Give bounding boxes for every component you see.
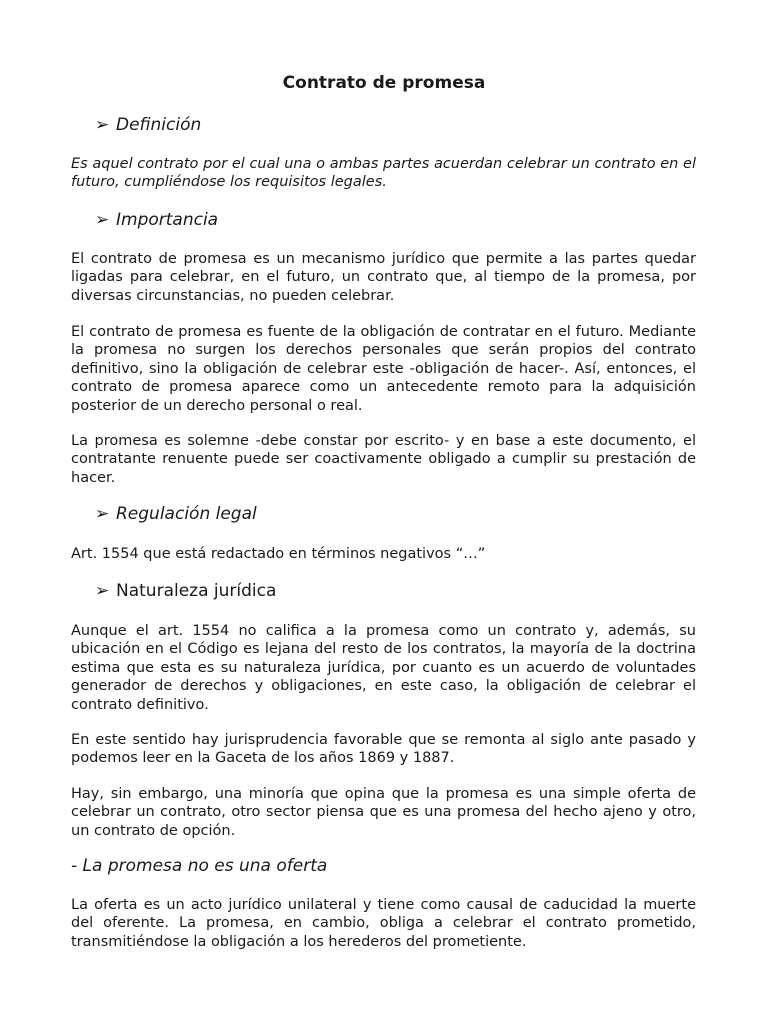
heading-naturaleza	[95, 580, 276, 602]
arrow-bullet-icon: ➢	[95, 115, 110, 135]
heading-definicion-text: Definición	[116, 115, 202, 135]
document-title: Contrato de promesa	[282, 73, 486, 93]
paragraph-naturaleza-2: En este sentido hay jurisprudencia favorable que se remonta al siglo ante pasado y podemos leer en la Gaceta de los años 1869 y 1887.	[71, 732, 696, 767]
paragraph-no-oferta: La oferta es un acto jurídico unilateral y tiene como causal de caducidad la muerte del oferente. La promesa, en cambio, obliga a celebrar el contrato prometido, transmitiéndose la obligación a los herederos del prometiente.	[71, 897, 696, 950]
arrow-bullet-icon: ➢	[95, 210, 110, 230]
arrow-bullet-icon: ➢	[95, 504, 110, 524]
paragraph-importancia-2: El contrato de promesa es fuente de la obligación de contratar en el futuro. Mediante la promesa no surgen los derechos personales que serán propios del contrato definitivo, sino la obligación de celebrar este -obligación de hacer-. Así, entonces, el contrato de promesa aparece como un antecedente remoto para la adquisición posterior de un derecho personal o real.	[71, 324, 696, 414]
heading-regulacion	[95, 503, 257, 525]
heading-no-oferta: - La promesa no es una oferta	[71, 856, 328, 876]
paragraph-naturaleza-3: Hay, sin embargo, una minoría que opina que la promesa es una simple oferta de celebrar un contrato, otro sector piensa que es una promesa del hecho ajeno y otro, un contrato de opción.	[71, 786, 696, 839]
heading-importancia-text: Importancia	[116, 210, 219, 230]
paragraph-regulacion: Art. 1554 que está redactado en términos negativos “…”	[71, 546, 486, 562]
heading-importancia	[95, 209, 218, 231]
heading-regulacion-text: Regulación legal	[116, 504, 257, 524]
heading-naturaleza-text: Naturaleza jurídica	[116, 581, 277, 601]
paragraph-importancia-3: La promesa es solemne -debe constar por escrito- y en base a este documento, el contratante renuente puede ser coactivamente obligado a cumplir su prestación de hacer.	[71, 433, 696, 486]
arrow-bullet-icon: ➢	[95, 581, 110, 601]
heading-definicion	[95, 114, 201, 136]
paragraph-naturaleza-1: Aunque el art. 1554 no califica a la promesa como un contrato y, además, su ubicación en el Código es lejana del resto de los contratos, la mayoría de la doctrina estima que esta es su naturaleza jurídica, por cuanto es un acuerdo de voluntades generador de derechos y obligaciones, en este caso, la obligación de celebrar el contrato definitivo.	[71, 623, 696, 713]
paragraph-importancia-1: El contrato de promesa es un mecanismo jurídico que permite a las partes quedar ligadas para celebrar, en el futuro, un contrato que, al tiempo de la promesa, por diversas circunstancias, no pueden celebrar.	[71, 251, 696, 304]
paragraph-definicion: Es aquel contrato por el cual una o ambas partes acuerdan celebrar un contrato en el futuro, cumpliéndose los requisitos legales.	[71, 156, 696, 191]
